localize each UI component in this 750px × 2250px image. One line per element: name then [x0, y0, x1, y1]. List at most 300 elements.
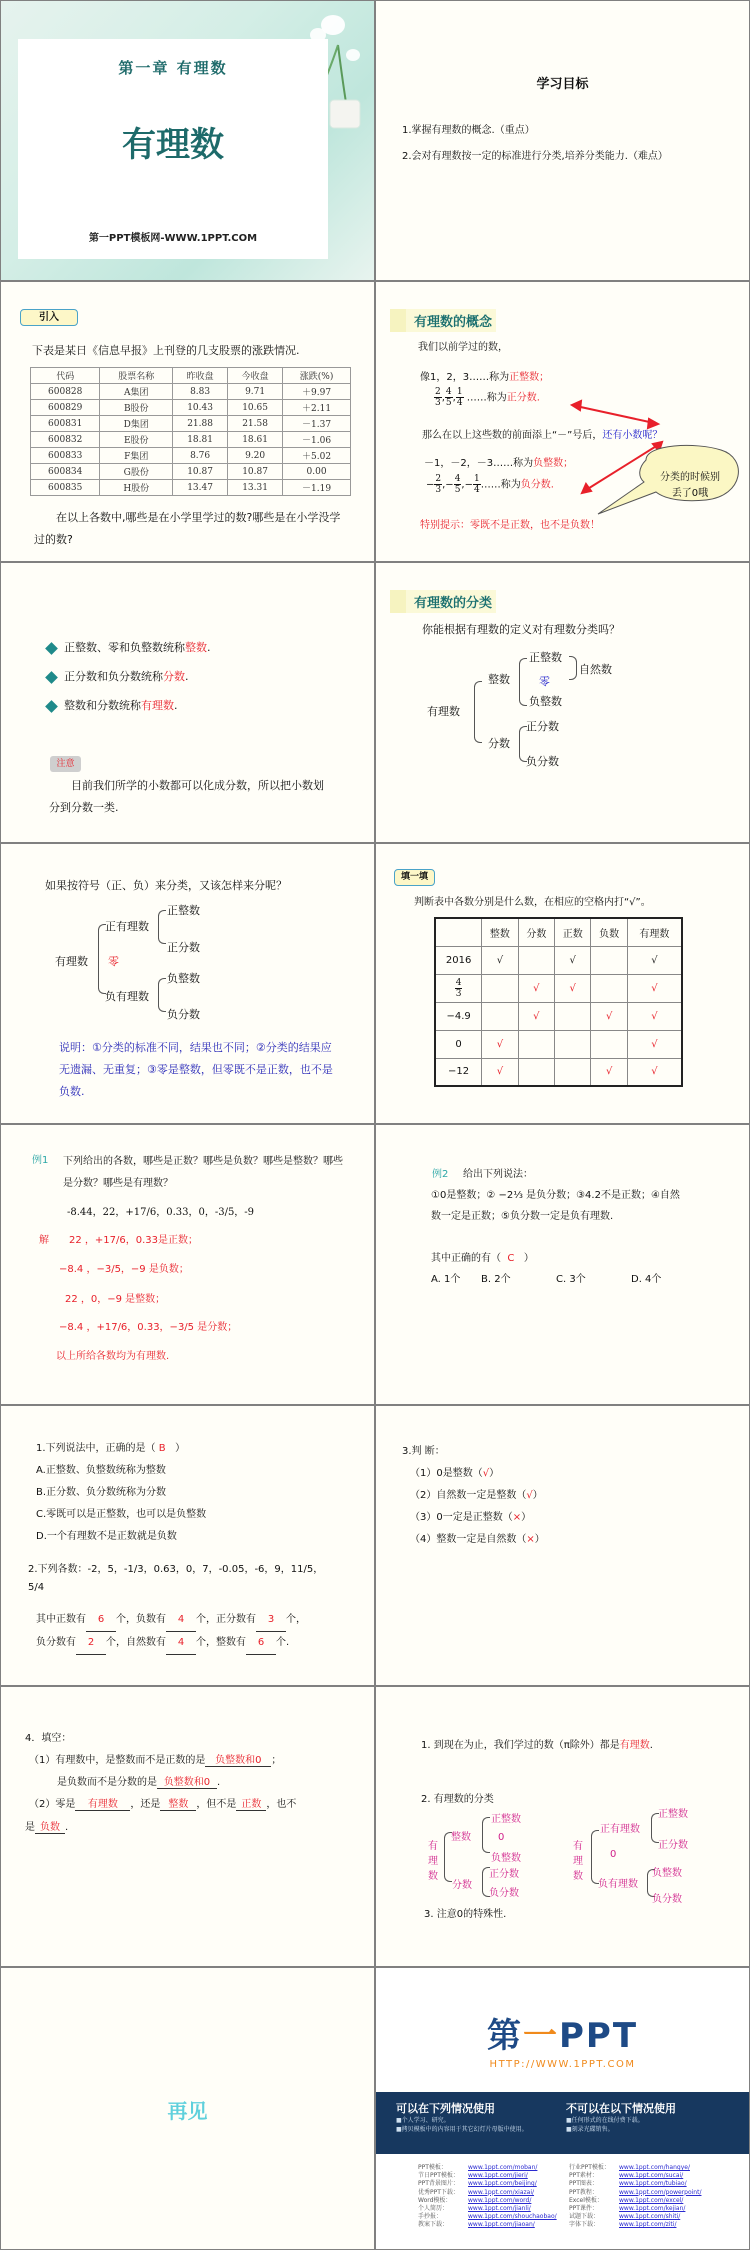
option-c: C.零既可以是正整数，也可以是负整数	[36, 1509, 207, 1520]
term: 分数	[163, 670, 185, 683]
slide-judgement[interactable]	[376, 1406, 749, 1685]
table-cell: ＋5.02	[283, 448, 351, 464]
check-cell[interactable]: √	[591, 1058, 627, 1086]
link-label: 优秀PPT下载：	[418, 2188, 459, 2196]
table-cell: 600834	[31, 464, 100, 480]
table-cell: 10.87	[228, 464, 283, 480]
text: ……称为	[480, 479, 521, 491]
text: 个，	[116, 1614, 136, 1625]
intro-question: 在以上各数中,哪些是在小学里学过的数?哪些是在小学没学过的数?	[34, 511, 341, 546]
check-cell[interactable]	[518, 1058, 554, 1086]
text: .	[185, 670, 189, 683]
link-label: 教案下载：	[418, 2221, 449, 2229]
slide-example-1[interactable]	[1, 1125, 374, 1404]
check-cell[interactable]	[555, 1002, 591, 1030]
tree-negative-fraction: 负分数	[489, 1888, 519, 1899]
answer-blank: 负数	[35, 1818, 65, 1834]
tree-negative-integer: 负整数	[167, 972, 200, 985]
text: ；	[271, 1755, 282, 1766]
judgement-item	[410, 1464, 499, 1479]
link[interactable]: www.1ppt.com/word/	[468, 2196, 532, 2204]
fill-instruction: 判断表中各数分别是什么数，在相应的空格内打“√”。	[414, 897, 651, 908]
answer-blank: 有理数	[75, 1795, 130, 1811]
links-right	[569, 2164, 701, 2230]
table-cell: 600829	[31, 400, 100, 416]
column-header: 代码	[31, 368, 100, 384]
logo-dash: 一	[522, 2016, 559, 2056]
table-cell: H股份	[100, 480, 173, 496]
tree-negative-integer: 负整数	[652, 1868, 682, 1879]
license-band	[376, 2092, 749, 2154]
link-label: 字体下载：	[569, 2221, 600, 2229]
check-cell[interactable]: √	[627, 1058, 682, 1086]
table-cell: 13.47	[173, 480, 228, 496]
special-tip: 特别提示：零既不是正数，也不是负数！	[420, 520, 600, 531]
table-cell: 0.00	[283, 464, 351, 480]
text: 个.	[276, 1637, 290, 1648]
slide-definitions[interactable]	[1, 563, 374, 842]
table-cell: 600828	[31, 384, 100, 400]
allowed-item: ■拷贝模板中的内容用于其它幻灯片母版中使用。	[396, 2126, 528, 2133]
table-cell: 18.61	[228, 432, 283, 448]
column-header: 正数	[555, 918, 591, 946]
text: 个，	[196, 1614, 216, 1625]
concept-line: 我们以前学过的数，	[418, 342, 508, 353]
section-title: 有理数的分类	[390, 590, 496, 613]
exercise-2-blanks	[36, 1609, 336, 1655]
fill-title: 4．填空：	[25, 1733, 72, 1744]
link-row	[569, 2180, 701, 2188]
judgement-item	[410, 1508, 531, 1523]
brand-logo	[376, 2008, 749, 2070]
link[interactable]: www.1ppt.com/jianli/	[468, 2205, 531, 2213]
table-cell: 600831	[31, 416, 100, 432]
table-row	[435, 946, 682, 974]
text: 个，	[106, 1637, 126, 1648]
note-text: 目前我们所学的小数都可以化成分数，所以把小数划分到分数一类.	[49, 779, 324, 814]
text: ；	[539, 372, 550, 383]
answer-negative: −8.4 ，−3/5，−9 是负数；	[59, 1264, 189, 1275]
text: ，还是	[130, 1799, 161, 1810]
text: ）	[534, 1534, 545, 1545]
tree-zero: 0	[498, 1832, 505, 1843]
check-cell[interactable]: √	[627, 974, 682, 1002]
forbidden-item: ■刻录光碟销售。	[566, 2126, 614, 2133]
tree-positive-integer: 正整数	[658, 1809, 688, 1820]
tree-positive-fraction: 正分数	[489, 1869, 519, 1880]
check-cell[interactable]: √	[482, 1058, 518, 1086]
definition-bullet	[47, 639, 211, 655]
diamond-bullet-icon	[45, 700, 58, 713]
tree-positive-integer: 正整数	[529, 651, 562, 664]
check-cell[interactable]	[591, 946, 627, 974]
brace	[569, 656, 577, 680]
answer-blank: 2	[76, 1632, 106, 1655]
table-row	[31, 416, 351, 432]
intro-text: 下表是某日《信息早报》上刊登的几支股票的涨跌情况.	[32, 344, 300, 357]
tree-root: 有理数	[573, 1841, 583, 1882]
table-row	[31, 432, 351, 448]
answer-blank: 负整数和0	[205, 1751, 271, 1767]
decimal-question: 还有小数呢？	[602, 430, 663, 441]
slide-sign-classification[interactable]	[1, 844, 374, 1123]
table-cell: ＋9.97	[283, 384, 351, 400]
links-left	[418, 2164, 557, 2230]
link-row	[418, 2180, 557, 2188]
column-header: 有理数	[627, 918, 682, 946]
text: 个，	[286, 1614, 306, 1625]
check-cell[interactable]: √	[627, 1002, 682, 1030]
link[interactable]: www.1ppt.com/excel/	[619, 2196, 684, 2204]
table-row	[31, 480, 351, 496]
slide-example-2[interactable]	[376, 1125, 749, 1404]
slide-cover[interactable]	[1, 1, 374, 280]
check-cell[interactable]: √	[518, 1002, 554, 1030]
judgement-item	[410, 1530, 545, 1545]
check-icon: √	[526, 1490, 533, 1501]
table-row	[435, 1002, 682, 1030]
tree-positive-integer: 正整数	[167, 904, 200, 917]
tree-positive-fraction: 正分数	[658, 1840, 688, 1851]
link[interactable]: www.1ppt.com/kejian/	[619, 2205, 686, 2213]
row-label	[435, 974, 482, 1002]
answer-blank: 负整数和0	[157, 1773, 217, 1789]
tree-zero: 零	[108, 955, 119, 968]
answer-blank: 正数	[236, 1795, 266, 1811]
answer-integers: 22 ，0，−9 是整数；	[65, 1294, 166, 1305]
judgement-item	[410, 1486, 543, 1501]
link-row	[418, 2189, 557, 2197]
fill-line	[25, 1818, 68, 1834]
check-cell[interactable]: √	[627, 1030, 682, 1058]
tree-negative-integer: 负整数	[529, 695, 562, 708]
column-header: 今收盘	[228, 368, 283, 384]
text: 是	[25, 1822, 35, 1833]
slide-learning-goals[interactable]	[376, 1, 749, 280]
brand-url[interactable]: HTTP://WWW.1PPT.COM	[489, 2059, 636, 2070]
table-cell: －1.06	[283, 432, 351, 448]
slide-intro[interactable]	[1, 282, 374, 561]
text: 像1，2，3……称为	[420, 372, 510, 383]
tree-positive-fraction: 正分数	[526, 720, 559, 733]
intro-tag: 引入	[20, 309, 78, 326]
table-cell: 13.31	[228, 480, 283, 496]
site-label: 第一PPT模板网-WWW.1PPT.COM	[88, 233, 258, 244]
check-cell[interactable]: √	[591, 1002, 627, 1030]
cross-icon: ×	[512, 1512, 522, 1523]
answer-label: 解	[39, 1235, 49, 1246]
table-row	[31, 384, 351, 400]
cover-title: 有理数	[122, 125, 224, 165]
link-row	[418, 2164, 557, 2172]
table-cell: 21.58	[228, 416, 283, 432]
fraction: $\frac{4}{3}$	[455, 977, 462, 999]
table-cell: 600833	[31, 448, 100, 464]
text: 1. 到现在为止，我们学过的数（π除外）都是	[421, 1740, 620, 1751]
tree-root: 有理数	[55, 955, 88, 968]
answer-fractions: −8.4 ，+17/6，0.33，−3/5 是分数；	[59, 1322, 238, 1333]
tree-positive-integer: 正整数	[491, 1814, 521, 1825]
text: 自然数有	[126, 1637, 166, 1648]
text: ）	[489, 1468, 500, 1479]
example-statements: ①0是整数；② −2⅓ 是负分数；③4.2不是正数；④自然数一定是正数；⑤负分数一定是负有理数.	[431, 1190, 680, 1222]
table-cell: 10.87	[173, 464, 228, 480]
example-intro: 给出下列说法：	[463, 1169, 533, 1180]
check-cell[interactable]: √	[555, 946, 591, 974]
link[interactable]: www.1ppt.com/beijing/	[468, 2180, 537, 2188]
goals-heading: 学习目标	[536, 77, 589, 92]
concept-line: $\frac{2}{3}$ , $\frac{4}{5}$ , $\frac{1}{4}$ ……称为正分数.	[435, 387, 540, 408]
text: －1，－2，－3……称为	[424, 458, 534, 469]
slide-fill-blanks[interactable]	[1, 1687, 374, 1966]
option-a: A.正整数、负整数统称为整数	[36, 1465, 166, 1476]
answer-conclusion: 以上所给各数均为有理数.	[56, 1351, 170, 1362]
term: 整数	[185, 641, 207, 654]
link[interactable]: www.1ppt.com/tubiao/	[619, 2180, 687, 2188]
answer-blank: 6	[86, 1609, 116, 1632]
classification-table	[434, 917, 683, 1087]
tree-positive-fraction: 正分数	[167, 941, 200, 954]
link[interactable]: www.1ppt.com/xiazai/	[468, 2188, 535, 2196]
text: 负分数有	[36, 1637, 76, 1648]
tree-root: 有理数	[428, 1841, 438, 1882]
link-label: PPT教程：	[569, 2188, 598, 2196]
slide-classification[interactable]	[376, 563, 749, 842]
allowed-title: 可以在下列情况使用	[396, 2102, 495, 2115]
table-cell: 10.43	[173, 400, 228, 416]
link-label: PPT图表：	[569, 2180, 598, 2188]
check-cell[interactable]	[518, 1030, 554, 1058]
classification-question: 你能根据有理数的定义对有理数分类吗？	[422, 623, 620, 636]
check-cell[interactable]: √	[482, 1030, 518, 1058]
term-positive-integer: 正整数	[509, 372, 540, 383]
check-cell[interactable]	[555, 1030, 591, 1058]
text: ）	[523, 1253, 534, 1264]
link-label: 节日PPT模板：	[418, 2172, 459, 2180]
slide-brand[interactable]	[376, 1968, 749, 2249]
allowed-item: ■个人学习、研究。	[396, 2117, 450, 2124]
table-row	[435, 1058, 682, 1086]
fill-line	[29, 1751, 281, 1767]
table-cell: －1.37	[283, 416, 351, 432]
text: ）	[532, 1490, 543, 1501]
table-cell: 9.71	[228, 384, 283, 400]
row-label: 0	[435, 1030, 482, 1058]
table-row	[31, 400, 351, 416]
table-cell: 18.81	[173, 432, 228, 448]
allowed-uses	[396, 2100, 546, 2134]
logo-char: 第	[486, 2016, 523, 2056]
text: （2）零是	[29, 1799, 76, 1810]
text: .	[649, 1740, 653, 1751]
table-cell: 600832	[31, 432, 100, 448]
link-row	[569, 2189, 701, 2197]
tree-fraction: 分数	[452, 1880, 472, 1891]
brace	[474, 681, 482, 743]
text: 负数有	[136, 1614, 166, 1625]
check-cell[interactable]	[555, 1058, 591, 1086]
slide-exercises[interactable]	[1, 1406, 374, 1685]
check-cell[interactable]: √	[555, 974, 591, 1002]
text: （3）0一定是正整数（	[410, 1512, 513, 1523]
text: 正分数和负分数统称	[64, 670, 163, 683]
text: 个，	[196, 1637, 216, 1648]
concept-line: − $\frac{2}{3}$ ,− $\frac{4}{5}$ ,− $\frac{1}{4}$ ……称为负分数.	[426, 474, 554, 495]
diamond-bullet-icon	[45, 642, 58, 655]
option-a[interactable]: A. 1个	[431, 1274, 461, 1285]
forbidden-uses	[566, 2100, 736, 2134]
slide-summary[interactable]	[376, 1687, 749, 1966]
column-header: 负数	[591, 918, 627, 946]
check-cell[interactable]: √	[627, 946, 682, 974]
link-label: PPT模板：	[418, 2164, 447, 2171]
table-row	[31, 464, 351, 480]
example-label: 例1	[32, 1155, 49, 1166]
text: 是负数而不是分数的是	[57, 1777, 157, 1788]
text: .	[217, 1777, 221, 1788]
answer-blank: 3	[256, 1609, 286, 1632]
tree-root: 有理数	[427, 705, 460, 718]
text: ）	[521, 1512, 532, 1523]
tree-zero: 零	[539, 675, 550, 688]
term: 有理数	[619, 1740, 650, 1751]
text: （2）自然数一定是整数（	[410, 1490, 527, 1501]
link-label: PPT课件：	[569, 2205, 598, 2213]
summary-point-3: 3. 注意0的特殊性.	[424, 1909, 507, 1920]
brace	[158, 978, 166, 1012]
option-b: B.正分数、负分数统称为分数	[36, 1487, 167, 1498]
check-cell[interactable]	[482, 1002, 518, 1030]
term-positive-fraction: 正分数	[506, 392, 537, 404]
link[interactable]: www.1ppt.com/shouchaobao/	[468, 2213, 557, 2221]
check-cell[interactable]	[591, 974, 627, 1002]
fraction: $\frac{2}{3}$	[435, 387, 441, 408]
text: （4）整数一定是自然数（	[410, 1534, 527, 1545]
check-cell[interactable]	[482, 974, 518, 1002]
option-b[interactable]: B. 2个	[481, 1274, 511, 1285]
link[interactable]: www.1ppt.com/sucai/	[619, 2172, 684, 2180]
slide-goodbye[interactable]	[1, 1968, 374, 2249]
exercise-1	[36, 1439, 185, 1454]
exercise-2: 2.下列各数：-2，5，-1/3，0.63，0，7，-0.05，-6，9，11/5，5/4	[28, 1564, 324, 1593]
check-cell[interactable]	[518, 946, 554, 974]
fill-line	[57, 1773, 220, 1789]
goodbye-text: 再见	[167, 2099, 208, 2123]
brace	[482, 1817, 490, 1853]
text: （1）有理数中，是整数而不是正数的是	[29, 1755, 206, 1766]
column-header: 涨跌(%)	[283, 368, 351, 384]
sign-question: 如果按符号（正、负）来分类，又该怎样来分呢？	[45, 879, 287, 892]
text: 其中正数有	[36, 1614, 86, 1625]
answer-blank: 整数	[160, 1795, 196, 1811]
link[interactable]: www.1ppt.com/moban/	[468, 2164, 538, 2171]
cross-icon: ×	[526, 1534, 535, 1545]
slide-concept[interactable]	[376, 282, 749, 561]
table-cell: 10.65	[228, 400, 283, 416]
link[interactable]: www.1ppt.com/hangye/	[619, 2164, 690, 2171]
answer-blank: 4	[166, 1632, 196, 1655]
table-cell: D集团	[100, 416, 173, 432]
definition-bullet	[47, 697, 178, 713]
section-title: 有理数的概念	[390, 309, 496, 332]
term-negative-integer: 负整数	[533, 458, 564, 469]
link-label: Excel模板：	[569, 2196, 603, 2204]
text: 其中正确的有（	[431, 1253, 501, 1264]
link[interactable]: www.1ppt.com/jiaoan/	[468, 2221, 535, 2229]
forbidden-title: 不可以在以下情况使用	[566, 2102, 676, 2115]
brace	[519, 658, 527, 706]
cover-card	[18, 39, 328, 259]
row-label: −12	[435, 1058, 482, 1086]
option-d[interactable]: D. 4个	[631, 1274, 662, 1285]
link-label: 手抄报：	[418, 2213, 443, 2221]
check-cell[interactable]	[591, 1030, 627, 1058]
options	[431, 1270, 691, 1285]
link-label: 试题下载：	[569, 2213, 600, 2221]
tree-negative-fraction: 负分数	[167, 1008, 200, 1021]
tree-integer: 整数	[451, 1832, 471, 1843]
example-label: 例2	[432, 1169, 449, 1180]
link[interactable]: www.1ppt.com/jieri/	[468, 2172, 528, 2180]
column-header: 分数	[518, 918, 554, 946]
table-row	[31, 448, 351, 464]
answer-blank: 4	[166, 1609, 196, 1632]
answer: C	[507, 1253, 515, 1264]
text: ）	[175, 1443, 186, 1454]
link[interactable]: www.1ppt.com/shiti/	[619, 2213, 681, 2221]
text: 整数有	[216, 1637, 246, 1648]
table-row	[435, 1030, 682, 1058]
callout-text: 分类的时候别丢了0哦	[660, 472, 720, 499]
text: .	[207, 641, 211, 654]
answer-positive: 22 ，+17/6，0.33是正数；	[69, 1235, 199, 1246]
summary-point-1	[421, 1732, 691, 1760]
check-icon: √	[482, 1468, 490, 1479]
forbidden-item: ■任何形式的在线付费下载。	[566, 2117, 644, 2124]
check-cell[interactable]: √	[482, 946, 518, 974]
option-c[interactable]: C. 3个	[556, 1274, 586, 1285]
table-cell: 9.20	[228, 448, 283, 464]
column-header	[435, 918, 482, 946]
column-header: 股票名称	[100, 368, 173, 384]
fraction: $\frac{1}{4}$	[456, 387, 463, 408]
text: ，也不	[266, 1799, 297, 1810]
table-cell: －1.19	[283, 480, 351, 496]
goal-item: 2.会对有理数按一定的标准进行分类,培养分类能力.（难点）	[402, 151, 668, 162]
row-label: 2016	[435, 946, 482, 974]
term-negative-fraction: 负分数	[520, 479, 551, 491]
text: 整数和分数统称	[64, 699, 141, 712]
fill-tag: 填一填	[394, 869, 435, 886]
text: ，但不是	[196, 1799, 237, 1810]
text: （1）0是整数（	[410, 1468, 483, 1479]
slide-fill-table[interactable]	[376, 844, 749, 1123]
table-row	[435, 974, 682, 1002]
link-label: Word模板：	[418, 2196, 452, 2204]
table-cell: 600835	[31, 480, 100, 496]
link[interactable]: www.1ppt.com/powerpoint/	[619, 2188, 702, 2196]
tree-integer: 整数	[488, 673, 510, 686]
tree-negative-rational: 负有理数	[598, 1879, 638, 1890]
link[interactable]: www.1ppt.com/ziti/	[619, 2221, 677, 2229]
link-row	[418, 2205, 557, 2213]
term: 有理数	[141, 699, 174, 712]
column-header: 整数	[482, 918, 518, 946]
text: ……称为	[466, 392, 507, 404]
link-row	[569, 2205, 701, 2213]
check-cell[interactable]: √	[518, 974, 554, 1002]
link-row	[418, 2221, 557, 2229]
